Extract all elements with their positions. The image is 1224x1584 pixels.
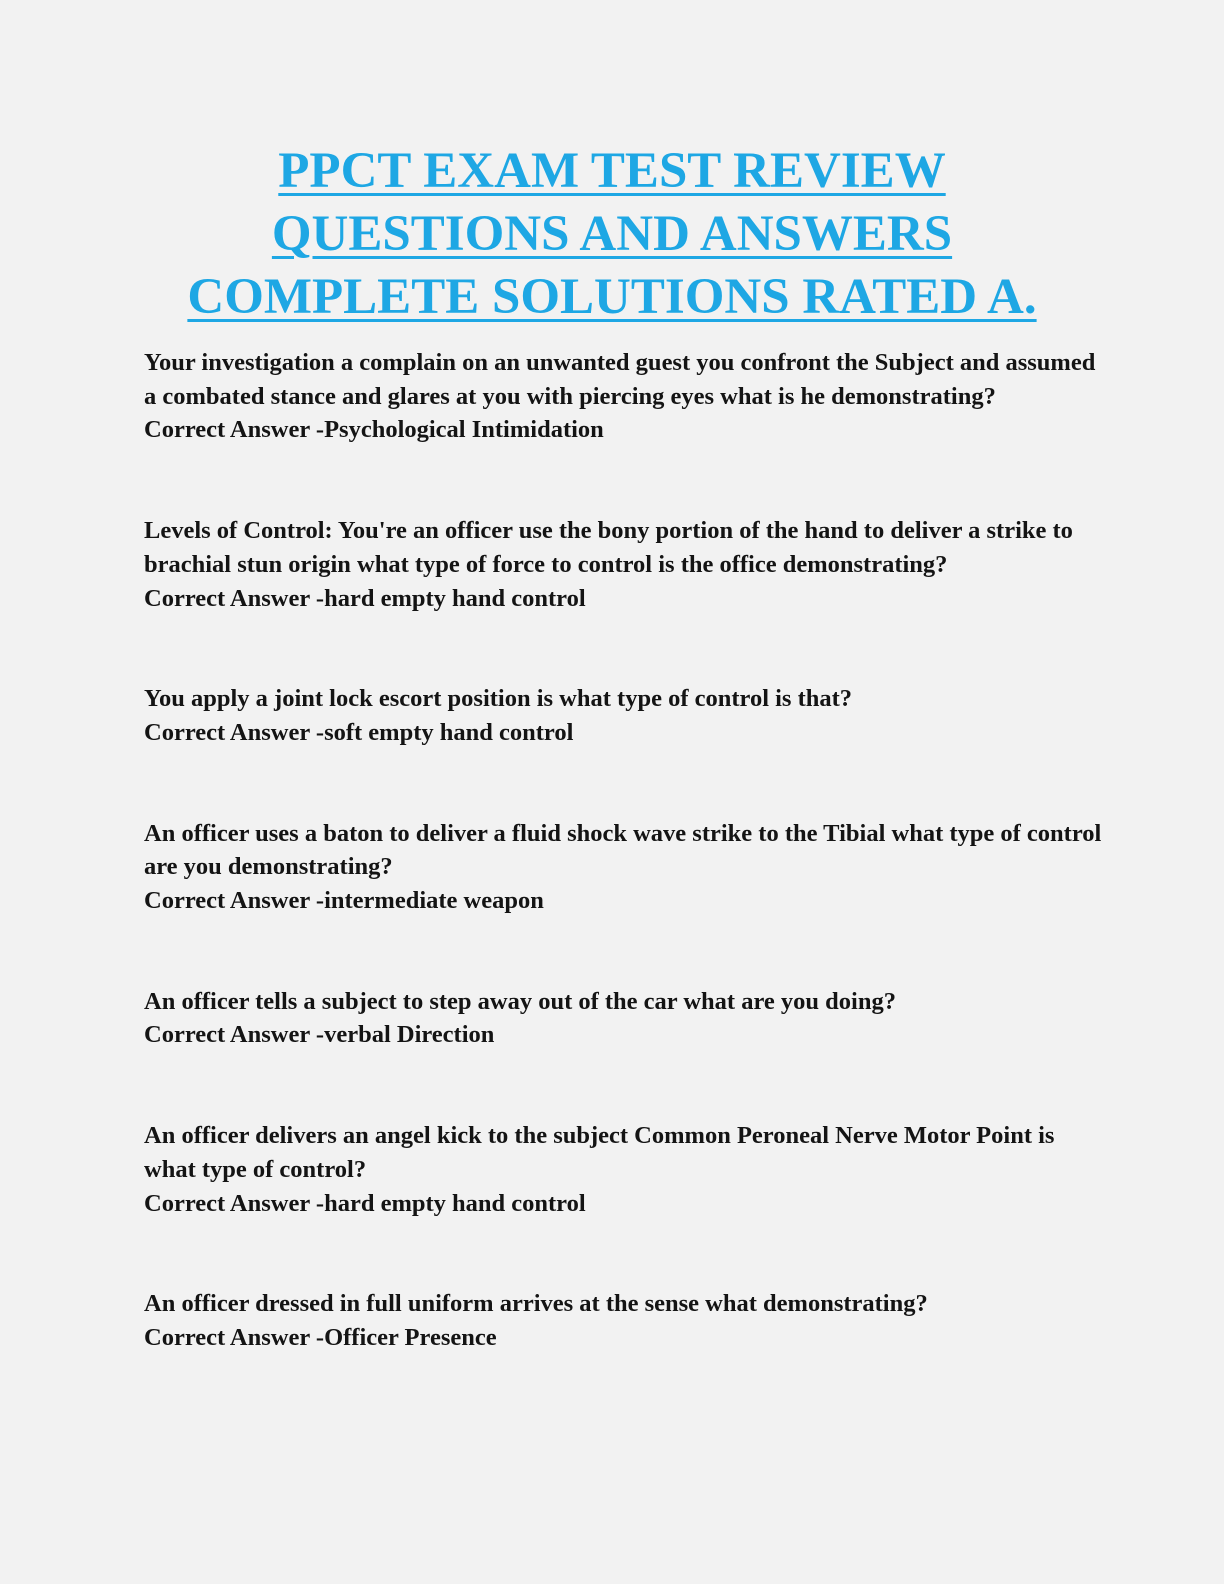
qa-item-4: [144, 817, 1104, 918]
question-text: An officer tells a subject to step away out of the car what are you doing?: [144, 987, 896, 1015]
qa-item-7: [144, 1287, 1104, 1354]
qa-item-5: [144, 985, 1104, 1052]
answer-text: Correct Answer -soft empty hand control: [144, 718, 574, 746]
answer-text: Correct Answer -verbal Direction: [144, 1021, 495, 1049]
question-text: An officer uses a baton to deliver a fluid shock wave strike to the Tibial what type of control are you demonstrating?: [144, 819, 1102, 881]
qa-item-3: [144, 682, 1104, 749]
qa-list: [144, 346, 1104, 1355]
qa-item-1: [144, 346, 1104, 447]
answer-text: Correct Answer -Officer Presence: [144, 1323, 497, 1351]
answer-text: Correct Answer -intermediate weapon: [144, 887, 544, 915]
answer-text: Correct Answer -hard empty hand control: [144, 584, 586, 612]
answer-text: Correct Answer -Psychological Intimidation: [144, 416, 604, 444]
document-title: [0, 140, 1224, 329]
question-text: You apply a joint lock escort position is what type of control is that?: [144, 685, 853, 713]
question-text: An officer delivers an angel kick to the subject Common Peroneal Nerve Motor Point is what type of control?: [144, 1122, 1055, 1183]
qa-item-6: [144, 1119, 1104, 1220]
title-line-1: PPCT EXAM TEST REVIEW: [278, 143, 946, 199]
question-text: Your investigation a complain on an unwanted guest you confront the Subject and assumed a combated stance and glares at you with piercing eyes what is he demonstrating?: [144, 349, 1096, 410]
title-line-3: COMPLETE SOLUTIONS RATED A.: [187, 269, 1037, 325]
qa-item-2: [144, 514, 1104, 615]
question-text: Levels of Control: You're an officer use the bony portion of the hand to deliver a strike to brachial stun origin what type of force to control is the office demonstrating?: [144, 517, 1073, 578]
answer-text: Correct Answer -hard empty hand control: [144, 1189, 586, 1217]
question-text: An officer dressed in full uniform arrives at the sense what demonstrating?: [144, 1290, 928, 1318]
title-line-2: QUESTIONS AND ANSWERS: [271, 206, 953, 262]
